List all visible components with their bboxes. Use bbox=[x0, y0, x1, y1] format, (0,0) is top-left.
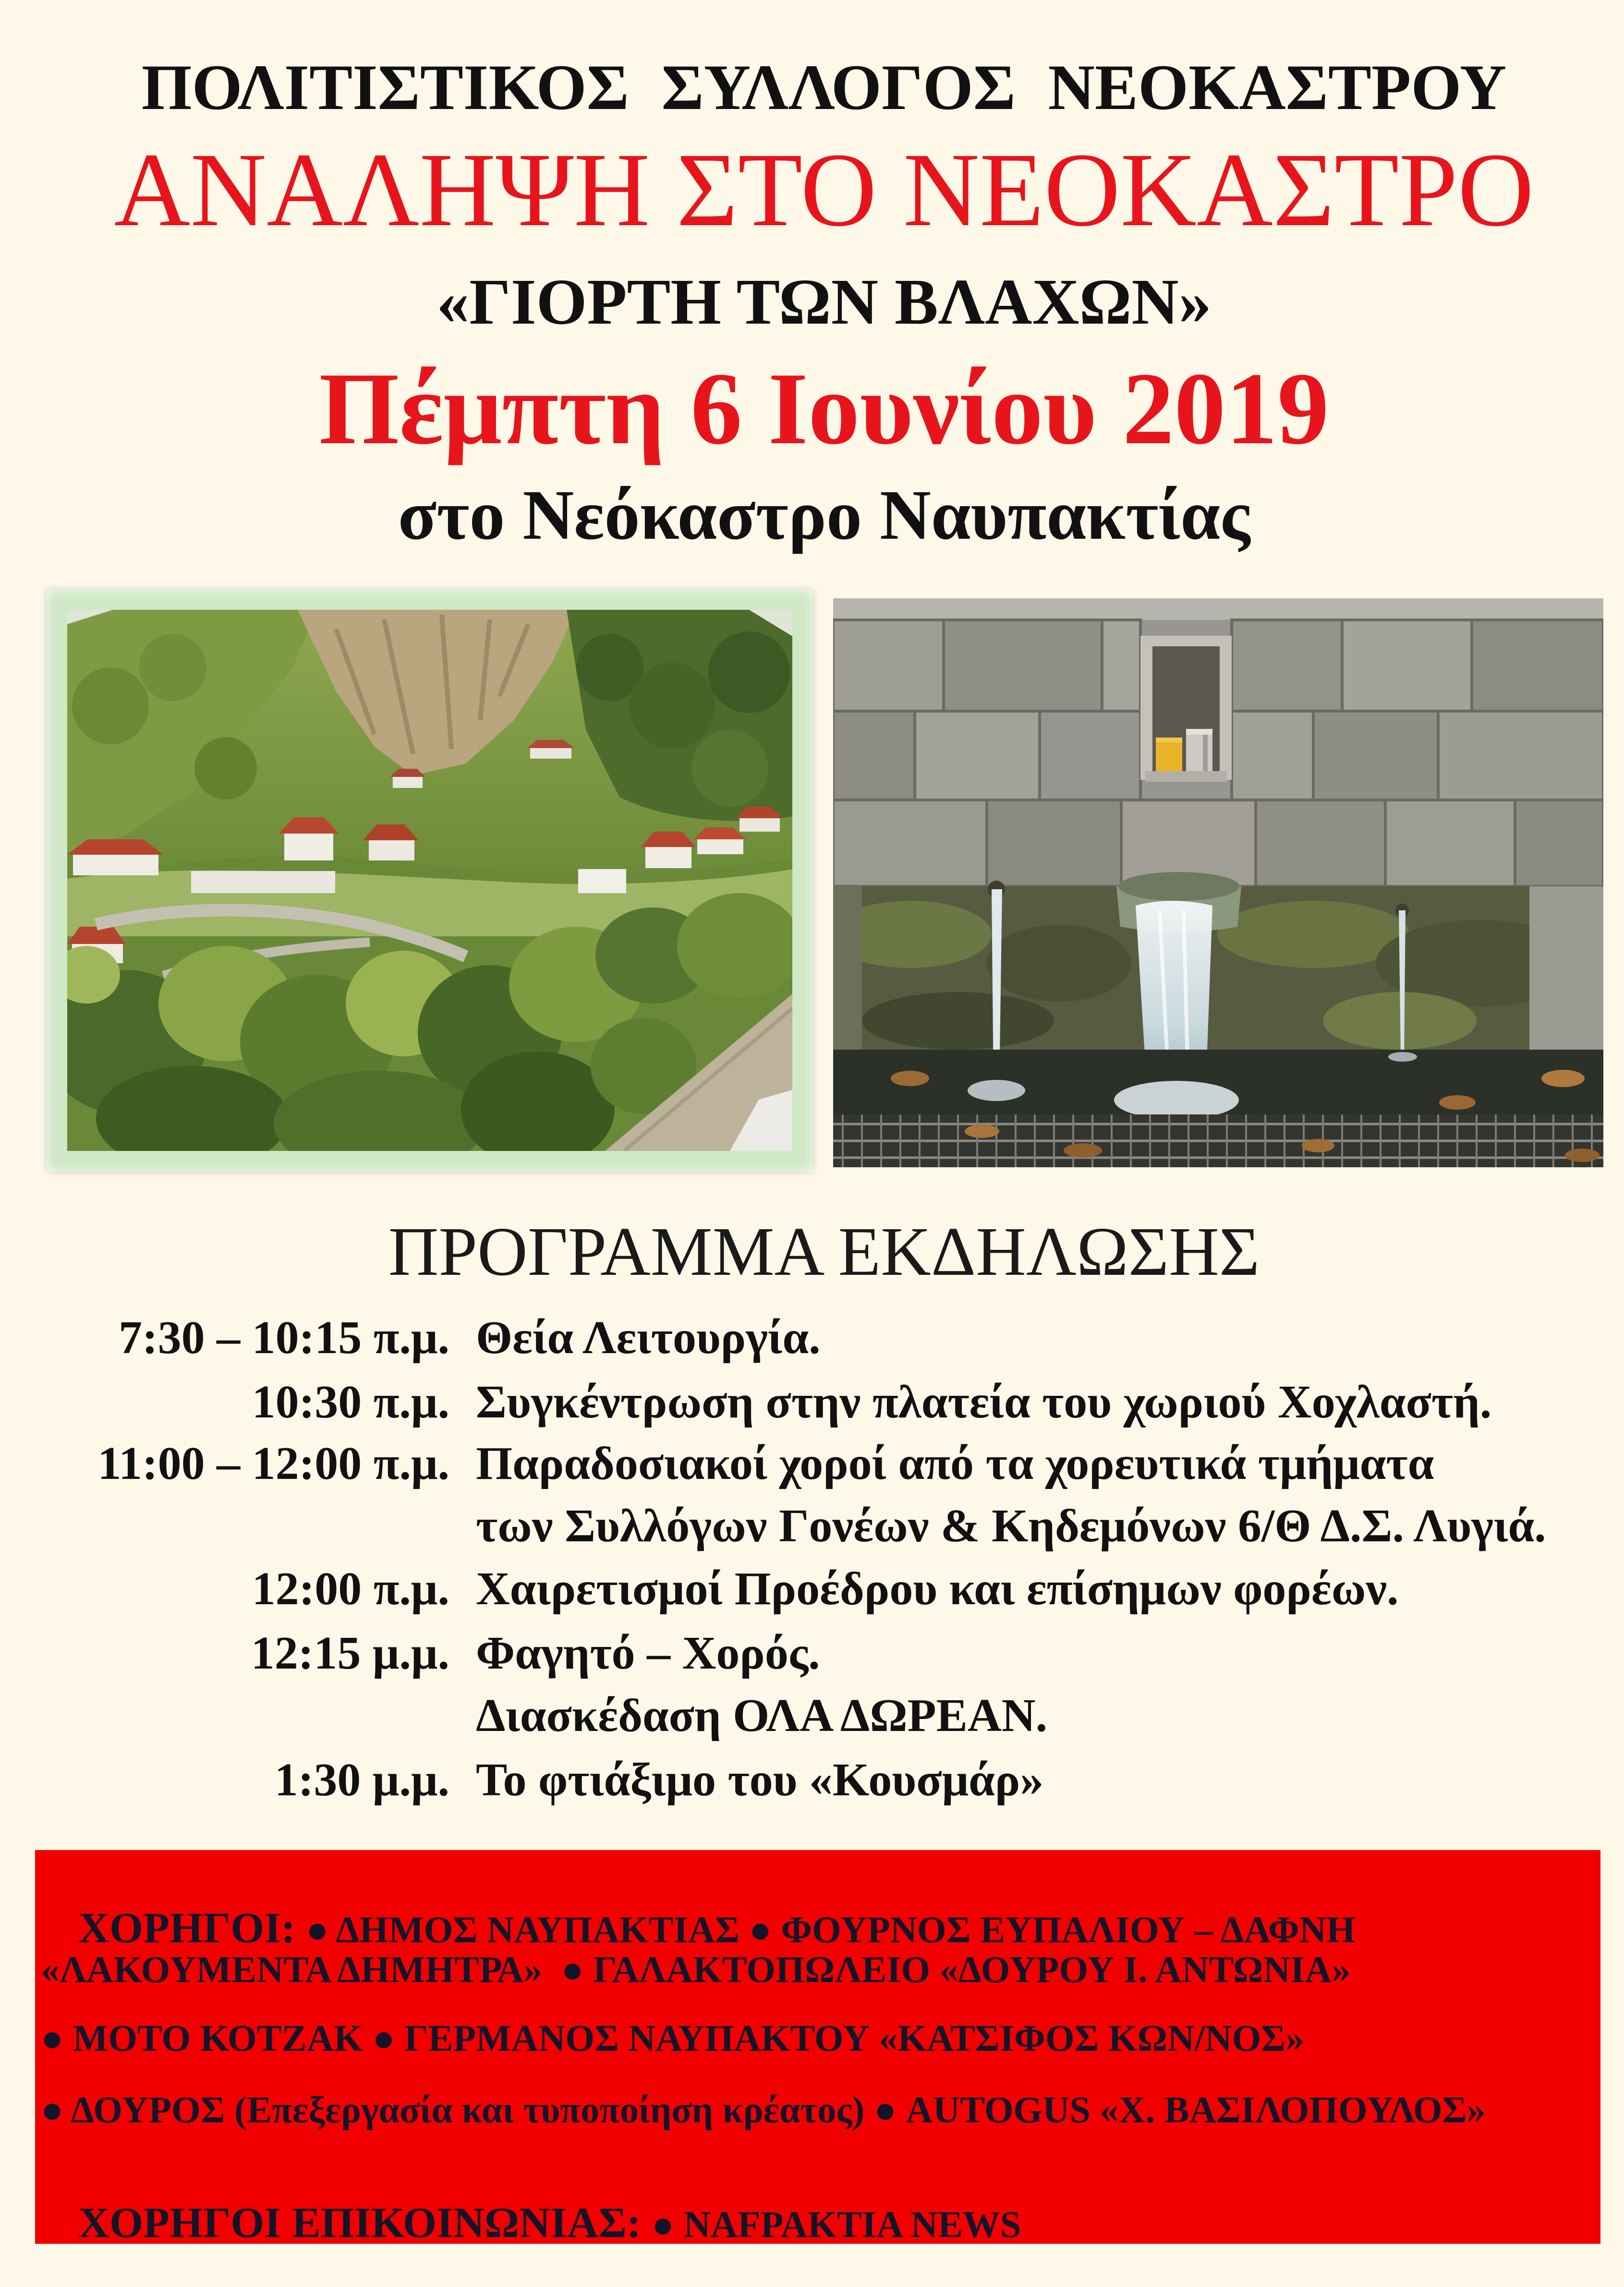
program-row bbox=[0, 1312, 1624, 1364]
event-subtitle: «ΓΙΟΡΤΗ ΤΩΝ ΒΛΑΧΩΝ» bbox=[436, 266, 1212, 338]
event-title: ΑΝΑΛΗΨΗ ΣΤΟ ΝΕΟΚΑΣΤΡΟ bbox=[114, 131, 1534, 248]
program-description: Θεία Λειτουργία. bbox=[476, 1312, 821, 1364]
program-row bbox=[0, 1563, 1624, 1615]
program-row bbox=[0, 1376, 1624, 1428]
program-row bbox=[0, 1440, 1624, 1487]
program-time: 12:15 μ.μ. bbox=[251, 1627, 449, 1679]
media-sponsors-text: ● NAFPAKTIA NEWS bbox=[651, 2203, 1021, 2245]
fountain-photo bbox=[833, 598, 1603, 1167]
media-sponsors-label: ΧΟΡΗΓΟΙ ΕΠΙΚΟΙΝΩΝΙΑΣ: bbox=[78, 2199, 641, 2247]
sponsors-box bbox=[35, 1850, 1600, 2247]
program-description: Παραδοσιακοί χοροί από τα χορευτικά τμήματα bbox=[476, 1438, 1434, 1489]
program-row bbox=[0, 1690, 1624, 1742]
wall-niche bbox=[1140, 636, 1232, 782]
metal-can bbox=[1186, 729, 1212, 771]
program-description: Χαιρετισμοί Προέδρου και επίσημων φορέων. bbox=[476, 1563, 1399, 1615]
program-description: Συγκέντρωση στην πλατεία του χωριού Χοχλαστή. bbox=[476, 1376, 1492, 1428]
program-description: των Συλλόγων Γονέων & Κηδεμόνων 6/Θ Δ.Σ. Λυγιά. bbox=[476, 1500, 1546, 1552]
program-time: 1:30 μ.μ. bbox=[274, 1754, 449, 1806]
water-pool bbox=[833, 1050, 1603, 1119]
program-time: 11:00 – 12:00 π.μ. bbox=[97, 1438, 449, 1489]
sponsors-label: ΧΟΡΗΓΟΙ: bbox=[78, 1904, 296, 1952]
village-photo-frame bbox=[47, 590, 813, 1172]
program-row bbox=[0, 1754, 1624, 1806]
yellow-cup bbox=[1156, 738, 1182, 771]
metal-grate bbox=[833, 1114, 1603, 1167]
program-description: Το φτιάξιμο του «Κουσμάρ» bbox=[476, 1754, 1044, 1806]
program-row bbox=[0, 1627, 1624, 1679]
sponsors-line: ● ΜΟΤΟ ΚΟΤΖΑΚ ● ΓΕΡΜΑΝΟΣ ΝΑΥΠΑΚΤΟΥ «ΚΑΤΣΙΦΟΣ ΚΩΝ/ΝΟΣ» bbox=[41, 2017, 1305, 2059]
sponsors-line: «ΛΑΚΟΥΜΕΝΤΑ ΔΗΜΗΤΡΑ» ● ΓΑΛΑΚΤΟΠΩΛΕΙΟ «ΔΟΥΡΟΥ Ι. ΑΝΤΩΝΙΑ» bbox=[41, 1948, 1351, 1990]
event-location: στο Νεόκαστρο Ναυπακτίας bbox=[398, 476, 1250, 555]
program-time: 7:30 – 10:15 π.μ. bbox=[118, 1312, 449, 1364]
media-sponsors-line bbox=[41, 2164, 1021, 2282]
village-photo bbox=[67, 610, 792, 1151]
sponsors-text: ● ΔΗΜΟΣ ΝΑΥΠΑΚΤΙΑΣ ● ΦΟΥΡΝΟΣ ΕΥΠΑΛΙΟΥ – ΔΑΦΝΗ bbox=[306, 1909, 1356, 1950]
program-time: 12:00 π.μ. bbox=[252, 1563, 449, 1615]
program-description: Διασκέδαση ΟΛΑ ΔΩΡΕΑΝ. bbox=[476, 1690, 1048, 1742]
program-heading: ΠΡΟΓΡΑΜΜΑ ΕΚΔΗΛΩΣΗΣ bbox=[388, 1213, 1260, 1290]
program-row bbox=[0, 1500, 1624, 1552]
program-description: Φαγητό – Χορός. bbox=[476, 1627, 820, 1679]
event-date: Πέμπτη 6 Ιουνίου 2019 bbox=[319, 351, 1329, 466]
organization-name: ΠΟΛΙΤΙΣΤΙΚΟΣ ΣΥΛΛΟΓΟΣ ΝΕΟΚΑΣΤΡΟΥ bbox=[141, 52, 1507, 123]
sponsors-line: ● ΔΟΥΡΟΣ (Επεξεργασία και τυποποίηση κρέατος) ● AUTOGUS «Χ. ΒΑΣΙΛΟΠΟΥΛΟΣ» bbox=[41, 2089, 1486, 2130]
program-time: 10:30 π.μ. bbox=[252, 1376, 449, 1428]
